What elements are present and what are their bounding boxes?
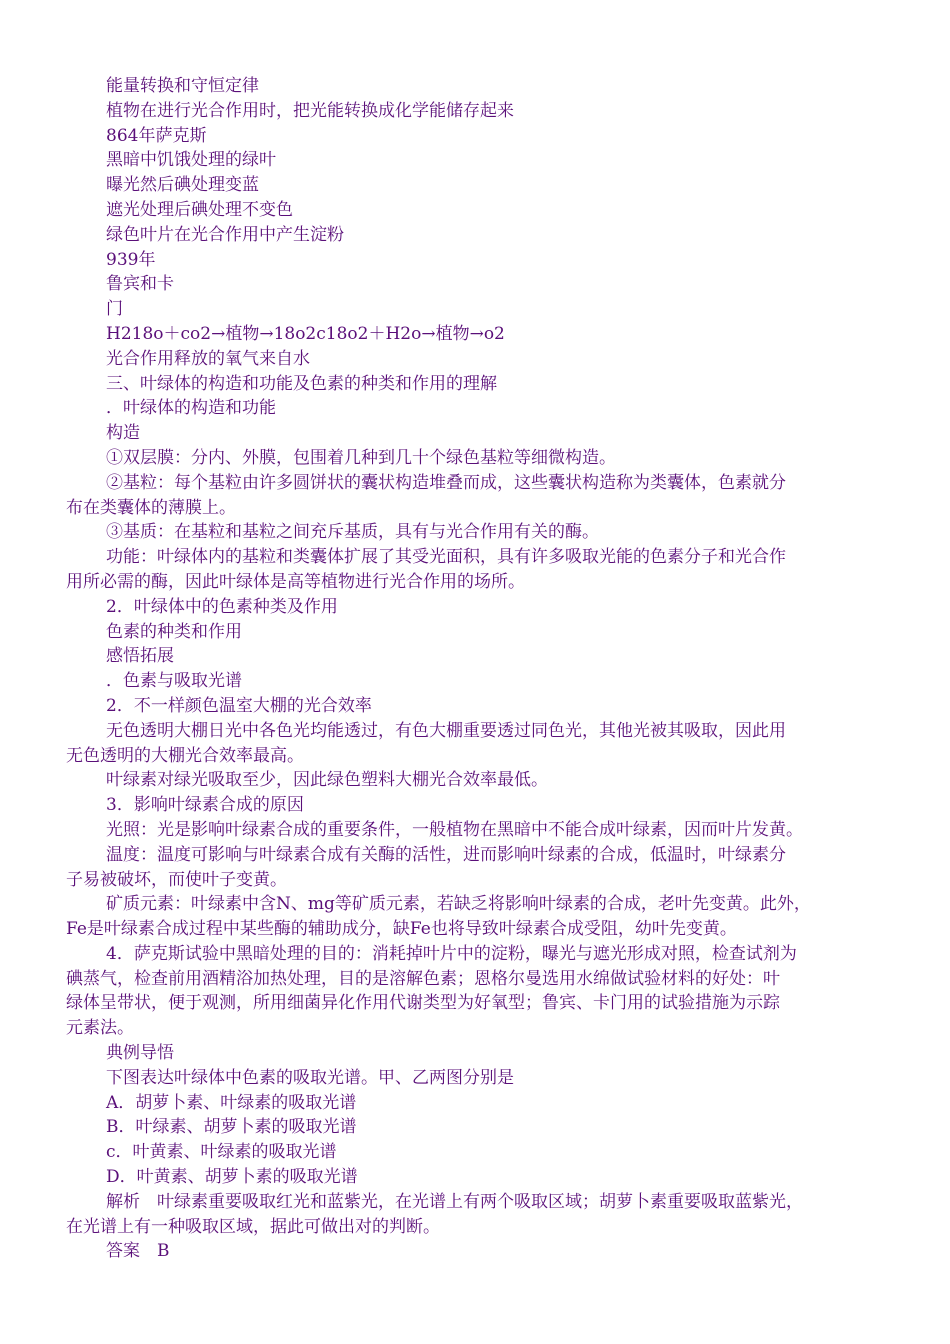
text-line: H218o＋co2→植物→18o2c18o2＋H2o→植物→o2 [106,323,505,344]
text-line: ①双层膜：分内、外膜，包围着几种到几十个绿色基粒等细微构造。 [106,447,616,468]
text-line: 864年萨克斯 [106,125,207,146]
section-heading: 三、叶绿体的构造和功能及色素的种类和作用的理解 [106,373,497,394]
text-line: 无色透明的大棚光合效率最高。 [66,745,304,766]
text-line: 能量转换和守恒定律 [106,76,259,96]
text-line: 子易被破坏，而使叶子变黄。 [66,869,287,890]
text-line: 遮光处理后碘处理不变色 [106,199,293,220]
text-line: 构造 [106,423,140,444]
text-line: 光合作用释放的氧气来自水 [106,348,310,369]
answer-option: D．叶黄素、胡萝卜素的吸取光谱 [106,1167,358,1188]
explanation-line: 解析 叶绿素重要吸取红光和蓝紫光，在光谱上有两个吸取区域；胡萝卜素重要吸取蓝紫光， [106,1191,803,1212]
text-line: 元素法。 [66,1018,134,1039]
question-stem: 下图表达叶绿体中色素的吸取光谱。甲、乙两图分别是 [106,1067,514,1088]
text-line: 绿色叶片在光合作用中产生淀粉 [106,224,344,245]
text-line: 典例导悟 [106,1043,174,1064]
answer-option: A．胡萝卜素、叶绿素的吸取光谱 [106,1092,357,1113]
text-line: 碘蒸气，检查前用酒精浴加热处理，目的是溶解色素；恩格尔曼选用水绵做试验材料的好处：叶 [66,968,780,989]
text-line: 矿质元素：叶绿素中含N、mg等矿质元素，若缺乏将影响叶绿素的合成，老叶先变黄。此外， [106,894,811,915]
text-line: 绿体呈带状，便于观测，所用细菌异化作用代谢类型为好氧型；鲁宾、卡门用的试验措施为示踪 [66,993,780,1014]
text-line: 色素的种类和作用 [106,621,242,642]
text-line: 曝光然后碘处理变蓝 [106,175,259,196]
text-line: ．色素与吸取光谱 [106,671,242,692]
text-line: 布在类囊体的薄膜上。 [66,497,236,518]
text-line: 温度：温度可影响与叶绿素合成有关酶的活性，进而影响叶绿素的合成，低温时，叶绿素分 [106,844,786,865]
subsection-heading: 3．影响叶绿素合成的原因 [106,795,304,816]
text-line: Fe是叶绿素合成过程中某些酶的辅助成分，缺Fe也将导致叶绿素合成受阻，幼叶先变黄。 [66,919,737,940]
text-line: 用所必需的酶，因此叶绿体是高等植物进行光合作用的场所。 [66,571,525,592]
answer-option: c．叶黄素、叶绿素的吸取光谱 [106,1142,337,1163]
answer-option: B．叶绿素、胡萝卜素的吸取光谱 [106,1117,357,1138]
text-line: ③基质：在基粒和基粒之间充斥基质，具有与光合作用有关的酶。 [106,522,599,543]
explanation-line: 在光谱上有一种吸取区域，据此可做出对的判断。 [66,1216,440,1237]
subsection-heading: 2．叶绿体中的色素种类及作用 [106,596,338,617]
text-line: 门 [106,299,123,320]
subsection-heading: ．叶绿体的构造和功能 [106,398,276,419]
text-line: 黑暗中饥饿处理的绿叶 [106,150,276,171]
text-line: 功能：叶绿体内的基粒和类囊体扩展了其受光面积，具有许多吸取光能的色素分子和光合作 [106,547,786,568]
document-body [0,74,950,1264]
text-line: 植物在进行光合作用时，把光能转换成化学能储存起来 [106,100,514,121]
text-line: 感悟拓展 [106,646,174,667]
text-line: 叶绿素对绿光吸取至少，因此绿色塑料大棚光合效率最低。 [106,770,548,791]
text-line: 4．萨克斯试验中黑暗处理的目的：消耗掉叶片中的淀粉，曝光与遮光形成对照，检查试剂为 [106,943,797,964]
text-line: 939年 [106,249,156,270]
subsection-heading: 2．不一样颜色温室大棚的光合效率 [106,695,372,716]
text-line: 鲁宾和卡 [106,274,174,295]
answer-line: 答案 B [106,1241,170,1262]
text-line: ②基粒：每个基粒由许多圆饼状的囊状构造堆叠而成，这些囊状构造称为类囊体，色素就分 [106,472,786,493]
text-line: 无色透明大棚日光中各色光均能透过，有色大棚重要透过同色光，其他光被其吸取，因此用 [106,720,786,741]
text-line: 光照：光是影响叶绿素合成的重要条件，一般植物在黑暗中不能合成叶绿素，因而叶片发黄。 [106,819,803,840]
